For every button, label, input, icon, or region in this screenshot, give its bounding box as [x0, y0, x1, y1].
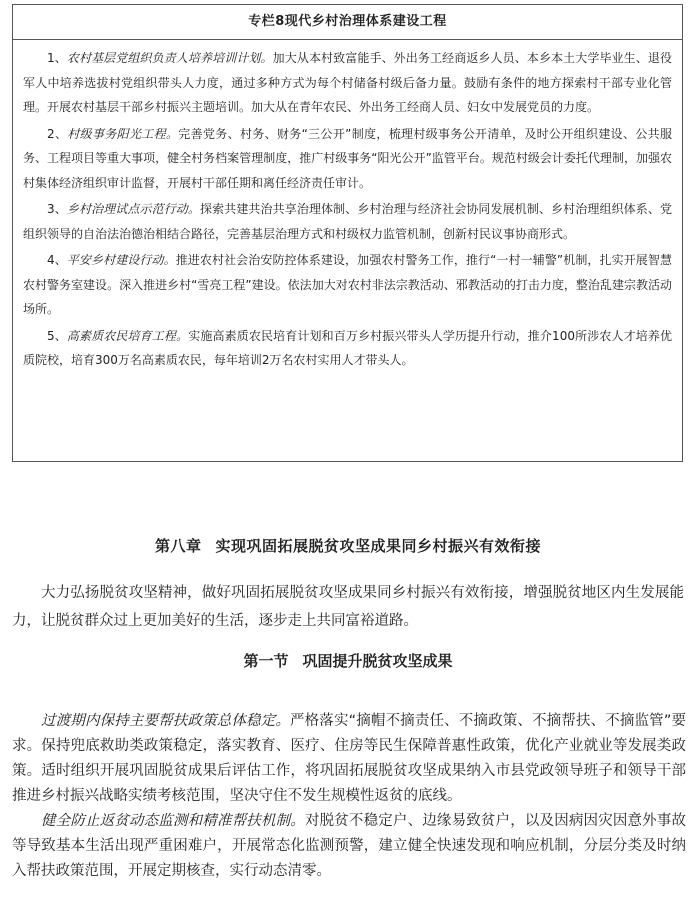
- item-lead: 平安乡村建设行动。: [66, 253, 176, 267]
- body-paragraph-1: [12, 709, 686, 809]
- section-body: [12, 709, 686, 884]
- item-number: 1、: [47, 51, 67, 65]
- section-heading: [0, 650, 696, 671]
- body-paragraph-2: [12, 809, 686, 884]
- item-lead: 村级事务阳光工程。: [67, 126, 179, 141]
- item-lead: 乡村治理试点示范行动。: [66, 202, 201, 216]
- item-number: 4、: [47, 253, 67, 267]
- paragraph-text: 严格落实“摘帽不摘责任、不摘政策、不摘帮扶、不摘监管”要求。保持兜底救助类政策稳定，落实教育、医疗、住房等民生保障普惠性政策，优化产业就业等发展类政策。适时组织开展巩固脱贫成果后评估工作，将巩固拓展脱贫攻坚成果纳入市县党政领导班子和领导干部推进乡村振兴战略实绩考核范围，坚决守住不发生规模性返贫的底线。: [12, 713, 686, 804]
- section-number: 第一节: [243, 652, 289, 670]
- column-item-1: [23, 46, 672, 120]
- chapter-title: 实现巩固拓展脱贫攻坚成果同乡村振兴有效衔接: [215, 537, 542, 555]
- chapter-number: 第八章: [154, 537, 202, 555]
- item-text: 完善党务、村务、财务“三公开”制度，梳理村级事务公开清单，及时公开组织建设、公共服务、工程项目等重大事项，健全村务档案管理制度，推广村级事务“阳光公开”监管平台。规范村级会计委托代理制，加强农村集体经济组织审计监督，开展村干部任期和离任经济责任审计。: [23, 126, 672, 190]
- item-text: 推进农村社会治安防控体系建设，加强农村警务工作，推行“一村一辅警”机制，扎实开展智慧农村警务室建设。深入推进乡村“雪亮工程”建设。依法加大对农村非法宗教活动、邪教活动的打击力度，整治乱建宗教活动场所。: [23, 253, 672, 316]
- item-lead: 农村基层党组织负责人培养培训计划。: [66, 51, 273, 65]
- project-column-box: [12, 4, 683, 462]
- column-title: 专栏8现代乡村治理体系建设工程: [13, 5, 682, 40]
- chapter-intro: 大力弘扬脱贫攻坚精神，做好巩固拓展脱贫攻坚成果同乡村振兴有效衔接，增强脱贫地区内生发展能力，让脱贫群众过上更加美好的生活，逐步走上共同富裕道路。: [12, 585, 684, 629]
- chapter-heading: [0, 535, 696, 556]
- item-number: 5、: [47, 328, 67, 343]
- paragraph-text: 对脱贫不稳定户、边缘易致贫户，以及因病因灾因意外事故等导致基本生活出现严重困难户，开展常态化监测预警，建立健全快速发现和响应机制，分层分类及时纳入帮扶政策范围，开展定期核查，实行动态清零。: [12, 813, 687, 879]
- item-lead: 高素质农民培育工程。: [66, 328, 189, 343]
- item-number: 3、: [47, 202, 67, 216]
- section-title: 巩固提升脱贫攻坚成果: [302, 652, 453, 670]
- item-text: 加大从本村致富能手、外出务工经商返乡人员、本乡本土大学毕业生、退役军人中培养选拔村党组织带头人力度，通过多种方式为每个村储备村级后备力量。鼓励有条件的地方探索村干部专业化管理。开展农村基层干部乡村振兴主题培训。加大从在青年农民、外出务工经商人员、妇女中发展党员的力度。: [23, 51, 672, 114]
- item-text: 实施高素质农民培育计划和百万乡村振兴带头人学历提升行动，推介100所涉农人才培养优质院校，培育300万名高素质农民，每年培训2万名农村实用人才带头人。: [23, 328, 672, 367]
- paragraph-lead: 过渡期内保持主要帮扶政策总体稳定。: [41, 713, 290, 729]
- paragraph-lead: 健全防止返贫动态监测和精准帮扶机制。: [41, 813, 305, 829]
- item-number: 2、: [47, 126, 68, 141]
- column-item-4: [23, 248, 672, 322]
- item-text: 探索共建共治共享治理体制、乡村治理与经济社会协同发展机制、乡村治理组织体系、党组织领导的自治法治德治相结合路径，完善基层治理方式和村级权力监管机制，创新村民议事协商形式。: [23, 202, 672, 241]
- column-item-3: [23, 197, 672, 246]
- column-item-2: [23, 122, 672, 196]
- column-body: [13, 40, 682, 373]
- column-item-5: [23, 324, 672, 373]
